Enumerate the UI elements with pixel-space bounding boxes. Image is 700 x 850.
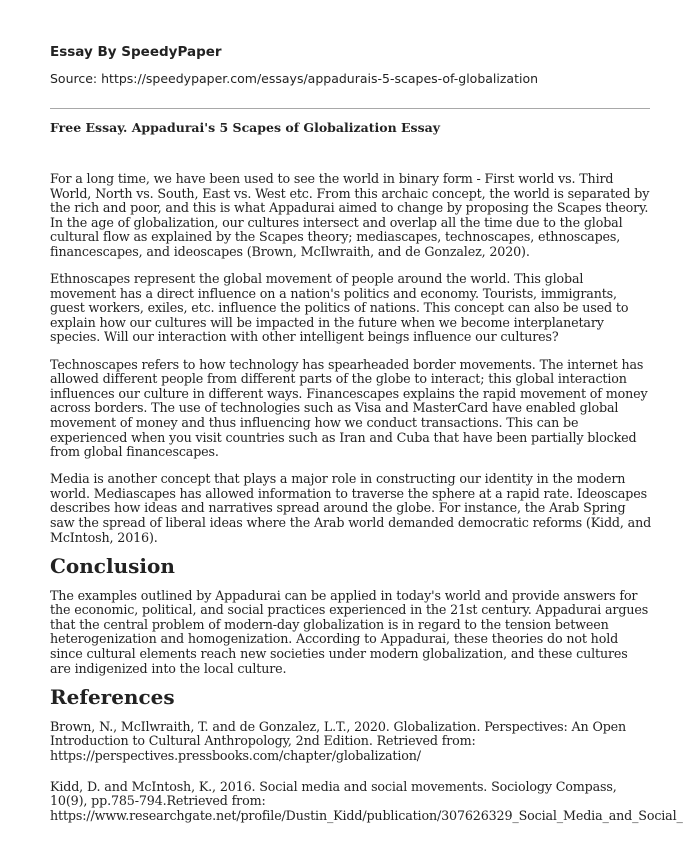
- essay-body: [50, 171, 683, 839]
- conclusion-heading: Conclusion: [50, 553, 175, 578]
- site-title: Essay By SpeedyPaper: [50, 44, 222, 60]
- source-line: Source: https://speedypaper.com/essays/appadurais-5-scapes-of-globalization: [50, 71, 539, 86]
- header-divider: [50, 108, 650, 109]
- paragraph-technoscapes: Technoscapes refers to how technology has spearheaded border movements. The internet has allowed different people from different parts of the globe to interact; this global interaction influences our culture in different ways. Financescapes explains the rapid movement of money across borders. The use of technologies such as Visa and MasterCard have enabled global movement of money and thus influencing how we conduct transactions. This can be experienced when you visit countries such as Iran and Cuba that have been partially blocked from global financescapes.: [50, 356, 648, 460]
- essay-title: Free Essay. Appadurai's 5 Scapes of Globalization Essay: [50, 120, 440, 135]
- references-heading: References: [50, 684, 175, 709]
- reference-url[interactable]: https://perspectives.pressbooks.com/chapter/globalization/: [50, 747, 421, 763]
- paragraph-intro: For a long time, we have been used to see the world in binary form - First world vs. Third World, North vs. South, East vs. West etc. From this archaic concept, the world is separated by the rich and poor, and this is what Appadurai aimed to change by proposing the Scapes theory. In the age of globalization, our cultures intersect and overlap all the time due to the global cultural flow as explained by the Scapes theory; mediascapes, technoscapes, ethnoscapes, financescapes, and ideoscapes (Brown, McIlwraith, and de Gonzalez, 2020).: [50, 171, 650, 259]
- paragraph-conclusion: The examples outlined by Appadurai can be applied in today's world and provide answers for the economic, political, and social practices experienced in the 21st century. Appadurai argues that the central problem of modern-day globalization is in regard to the tension between heterogenization and homogenization. According to Appadurai, these theories do not hold since cultural elements reach new societies under modern globalization, and these cultures are indigenized into the local culture.: [50, 587, 649, 676]
- paragraph-mediascapes: Media is another concept that plays a major role in constructing our identity in the modern world. Mediascapes has allowed information to traverse the sphere at a rapid rate. Ideoscapes describes how ideas and narratives spread around the globe. For instance, the Arab Spring saw the spread of liberal ideas where the Arab world demanded democratic reforms (Kidd, and McIntosh, 2016).: [50, 471, 652, 545]
- reference-item: [50, 778, 683, 824]
- reference-citation: Kidd, D. and McIntosh, K., 2016. Social media and social movements. Sociology Compass, 10(9), pp.785-794.Retrieved from:: [50, 778, 617, 809]
- paragraph-ethnoscapes: Ethnoscapes represent the global movement of people around the world. This global movement has a direct influence on a nation's politics and economy. Tourists, immigrants, guest workers, exiles, etc. influence the politics of nations. This concept can also be used to explain how our cultures will be impacted in the future when we become interplanetary species. Will our interaction with other intelligent beings influence our cultures?: [50, 271, 629, 345]
- reference-url[interactable]: https://www.researchgate.net/profile/Dustin_Kidd/publication/307626329_Social_Media_and_Social_: [50, 807, 683, 823]
- reference-item: [50, 720, 652, 764]
- reference-citation: Brown, N., McIlwraith, T. and de Gonzalez, L.T., 2020. Globalization. Perspectives: An Open Introduction to Cultural Anthropology, 2nd Edition. Retrieved from:: [50, 718, 627, 749]
